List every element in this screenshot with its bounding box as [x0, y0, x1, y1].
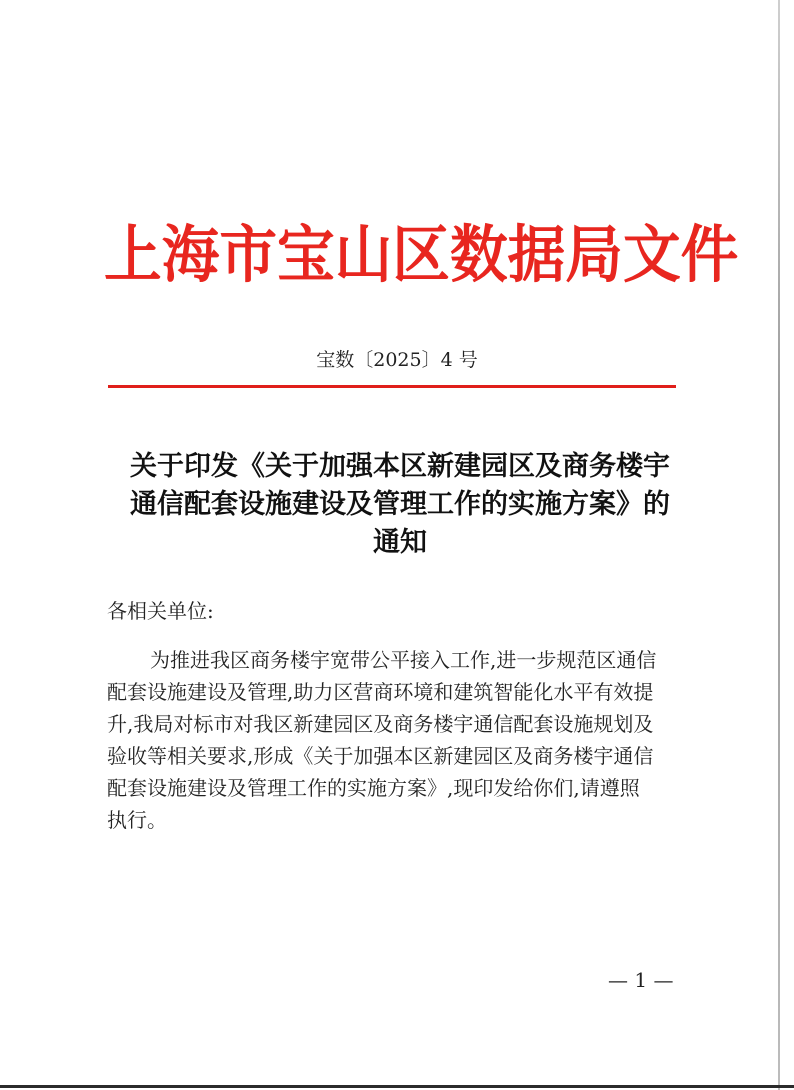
red-divider-line	[108, 385, 676, 388]
salutation: 各相关单位:	[107, 599, 214, 623]
body-line: 验收等相关要求,形成《关于加强本区新建园区及商务楼宇通信	[107, 744, 654, 768]
page-number: — 1 —	[608, 968, 674, 992]
body-line: 升,我局对标市对我区新建园区及商务楼宇通信配套设施规划及	[107, 712, 654, 736]
body-line: 执行。	[107, 808, 167, 832]
notice-title-line: 关于印发《关于加强本区新建园区及商务楼宇	[130, 451, 670, 482]
body-line: 配套设施建设及管理,助力区营商环境和建筑智能化水平有效提	[107, 680, 654, 704]
document-number: 宝数〔2025〕4 号	[316, 349, 478, 371]
scan-edge-right	[778, 0, 780, 1090]
scan-edge-bottom	[0, 1085, 794, 1088]
notice-title	[100, 448, 700, 562]
body-paragraph	[107, 644, 707, 836]
notice-title-line: 通信配套设施建设及管理工作的实施方案》的	[130, 489, 670, 520]
body-line: 配套设施建设及管理工作的实施方案》,现印发给你们,请遵照	[107, 776, 640, 800]
notice-title-line: 通知	[373, 527, 427, 558]
issuer-header-title: 上海市宝山区数据局文件	[104, 218, 739, 291]
body-line: 为推进我区商务楼宇宽带公平接入工作,进一步规范区通信	[150, 648, 657, 672]
